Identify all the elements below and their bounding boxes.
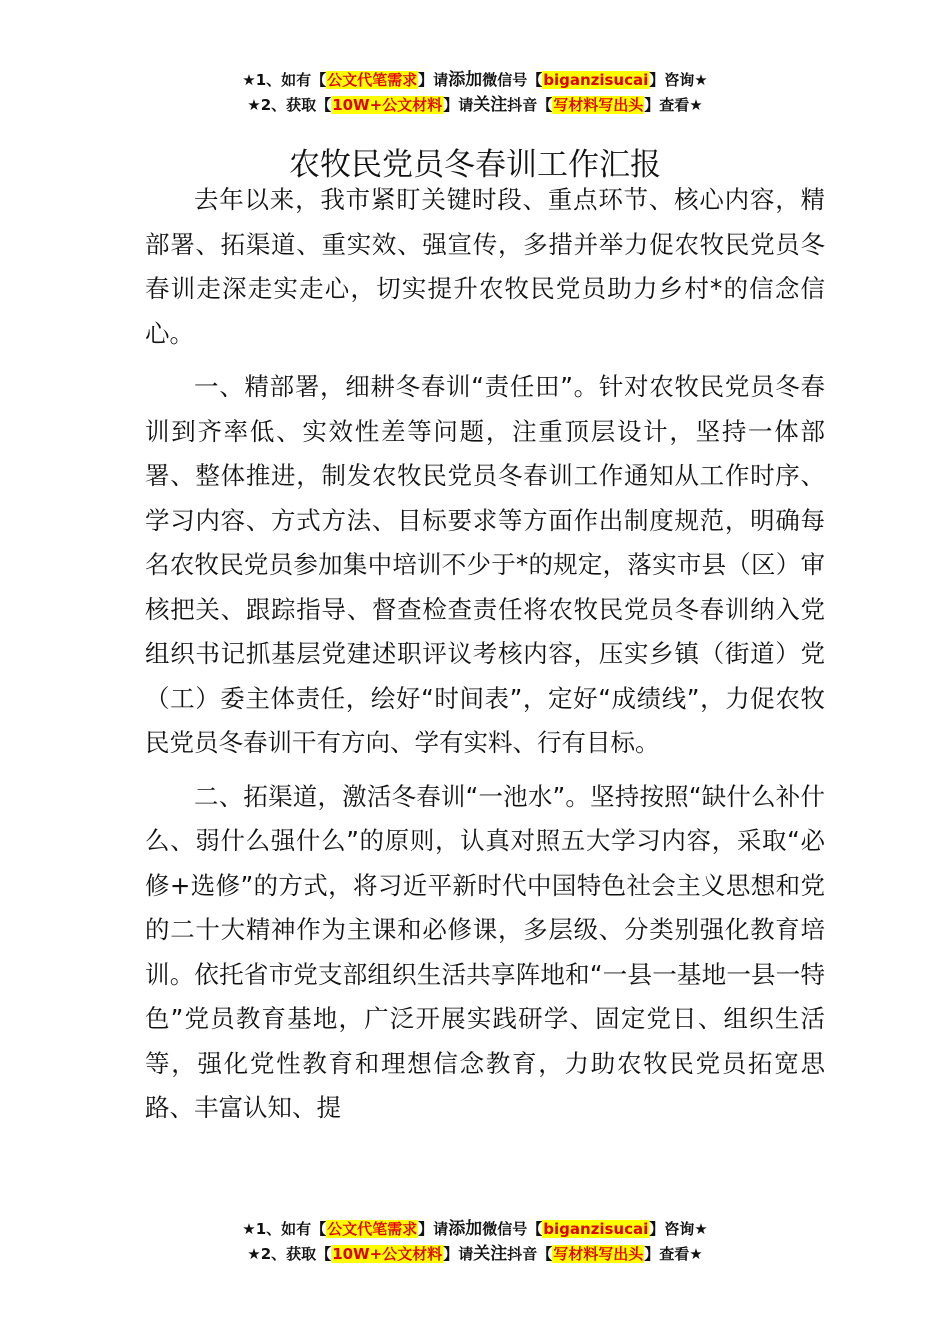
highlight-service: 公文代笔需求 — [327, 71, 418, 89]
banner-line-1: ★1、如有【公文代笔需求】请添加微信号【biganzisucai】咨询★ — [242, 70, 708, 90]
star-icon: ★ — [242, 1220, 256, 1238]
banner-line-2: ★2、获取【10W+公文材料】请关注抖音【写材料写出头】查看★ — [247, 95, 703, 115]
star-icon: ★ — [242, 71, 256, 89]
document-title: 农牧民党员冬春训工作汇报 — [289, 146, 661, 183]
highlight-service: 公文代笔需求 — [327, 1220, 418, 1238]
star-icon: ★ — [247, 96, 261, 114]
banner-line-1: ★1、如有【公文代笔需求】请添加微信号【biganzisucai】咨询★ — [242, 1219, 708, 1239]
paragraph: 去年以来，我市紧盯关键时段、重点环节、核心内容，精部署、拓渠道、重实效、强宣传，多措并举力促农牧民党员冬春训走深走实走心，切实提升农牧民党员助力乡村*的信念信心。 — [145, 185, 825, 348]
star-icon: ★ — [247, 1245, 261, 1263]
star-icon: ★ — [694, 71, 708, 89]
star-icon: ★ — [689, 96, 703, 114]
highlight-wechat-id: biganzisucai — [543, 71, 649, 89]
paragraph: 一、精部署，细耕冬春训“责任田”。针对农牧民党员冬春训到齐率低、实效性差等问题，注重顶层设计，坚持一体部署、整体推进，制发农牧民党员冬春训工作通知从工作时序、学习内容、方式方法、目标要求等方面作出制度规范，明确每名农牧民党员参加集中培训不少于*的规定，落实市县（区）审核把关、跟踪指导、督查检查责任将农牧民党员冬春训纳入党组织书记抓基层党建述职评议考核内容，压实乡镇（街道）党（工）委主体责任，绘好“时间表”，定好“成绩线”，力促农牧民党员冬春训干有方向、学有实料、行有目标。 — [145, 372, 825, 757]
document-body — [145, 178, 825, 1140]
footer-banner — [0, 1217, 950, 1267]
paragraph: 二、拓渠道，激活冬春训“一池水”。坚持按照“缺什么补什么、弱什么强什么”的原则，认真对照五大学习内容，采取“必修+选修”的方式，将习近平新时代中国特色社会主义思想和党的二十大精神作为主课和必修课，多层级、分类别强化教育培训。依托省市党支部组织生活共享阵地和“一县一基地一县一特色”党员教育基地，广泛开展实践研学、固定党日、组织生活等，强化党性教育和理想信念教育，力助农牧民党员拓宽思路、丰富认知、提 — [145, 781, 825, 1122]
highlight-materials: 10W+公文材料 — [332, 96, 443, 114]
star-icon: ★ — [689, 1245, 703, 1263]
highlight-materials: 10W+公文材料 — [332, 1245, 443, 1263]
header-banner — [0, 68, 950, 118]
highlight-wechat-id: biganzisucai — [543, 1220, 649, 1238]
banner-line-2: ★2、获取【10W+公文材料】请关注抖音【写材料写出头】查看★ — [247, 1244, 703, 1264]
star-icon: ★ — [694, 1220, 708, 1238]
highlight-douyin: 写材料写出头 — [553, 96, 644, 114]
highlight-douyin: 写材料写出头 — [553, 1245, 644, 1263]
